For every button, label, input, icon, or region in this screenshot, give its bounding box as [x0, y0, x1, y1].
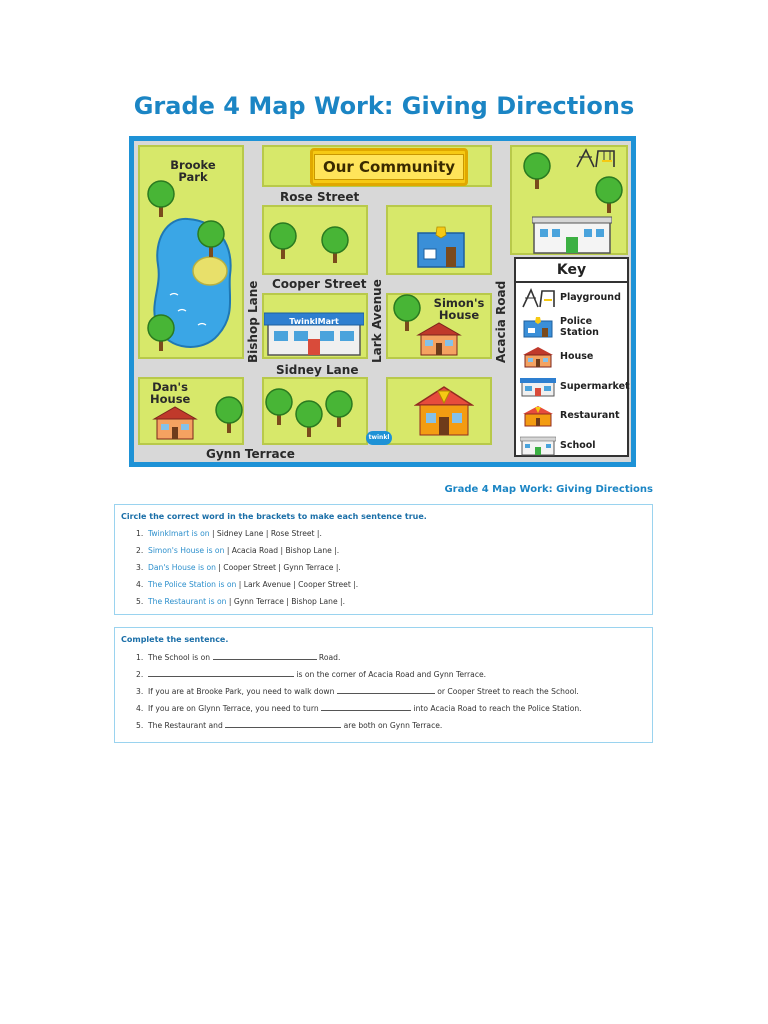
- bishop-lane-label: Bishop Lane: [246, 280, 260, 363]
- tree-icon: [146, 313, 176, 353]
- question-item: 1. The School is on Road.: [136, 653, 341, 662]
- our-community-title: Our Community: [314, 154, 464, 180]
- answer-blank[interactable]: [213, 652, 317, 660]
- key-label: School: [560, 439, 596, 451]
- question-options: | Cooper Street | Gynn Terrace |.: [215, 563, 341, 572]
- key-item-school: [516, 431, 627, 461]
- complete-sentence-section: [114, 627, 653, 743]
- community-map: [129, 136, 636, 467]
- question-item: 5. The Restaurant is on | Gynn Terrace | Bishop Lane |.: [136, 597, 346, 606]
- question-options: | Sidney Lane | Rose Street |.: [209, 529, 322, 538]
- question-item: 1. Twinklmart is on | Sidney Lane | Rose Street |.: [136, 529, 322, 538]
- tree-icon: [594, 175, 624, 215]
- question-prompt: Simon's House is on: [148, 546, 225, 555]
- dans-house-label: Dan's House: [150, 380, 191, 406]
- question-item: 4. The Police Station is on | Lark Avenue | Cooper Street |.: [136, 580, 359, 589]
- key-label: Police Station: [560, 316, 599, 339]
- school-icon: [532, 213, 612, 255]
- key-title: Key: [516, 259, 627, 283]
- key-label: House: [560, 351, 594, 363]
- page-title: Grade 4 Map Work: Giving Directions: [133, 92, 635, 120]
- playground-icon: [574, 147, 616, 169]
- house-icon: [152, 405, 198, 441]
- worksheet-subtitle: Grade 4 Map Work: Giving Directions: [444, 484, 653, 495]
- supermarket-sign: TwinklMart: [289, 317, 339, 326]
- tree-icon: [320, 225, 350, 265]
- section-heading: Complete the sentence.: [121, 635, 229, 644]
- key-label: Supermarket: [560, 380, 630, 392]
- question-item: 2. Simon's House is on | Acacia Road | Bishop Lane |.: [136, 546, 340, 555]
- supermarket-icon: [520, 375, 556, 397]
- tree-icon: [522, 151, 552, 191]
- lark-avenue-label: Lark Avenue: [370, 279, 384, 363]
- question-prompt: The Restaurant is on: [148, 597, 227, 606]
- key-item-police-station: [516, 313, 627, 343]
- house-icon: [520, 346, 556, 368]
- question-item: 4. If you are on Glynn Terrace, you need to turn into Acacia Road to reach the Police Station.: [136, 704, 582, 713]
- house-icon: [416, 321, 462, 357]
- restaurant-icon: [520, 405, 556, 427]
- tree-icon: [264, 387, 294, 427]
- question-options: | Gynn Terrace | Bishop Lane |.: [226, 597, 346, 606]
- question-options: | Lark Avenue | Cooper Street |.: [236, 580, 359, 589]
- gynn-terrace-label: Gynn Terrace: [206, 447, 295, 461]
- rose-street-label: Rose Street: [280, 190, 360, 204]
- tree-icon: [268, 221, 298, 261]
- circle-word-section: [114, 504, 653, 615]
- school-icon: [520, 434, 556, 456]
- question-prompt: The Police Station is on: [148, 580, 237, 589]
- question-item: 3. If you are at Brooke Park, you need to walk down or Cooper Street to reach the School.: [136, 687, 579, 696]
- map-key: [514, 257, 629, 457]
- tree-icon: [146, 179, 176, 219]
- question-item: 5. The Restaurant and are both on Gynn Terrace.: [136, 721, 443, 730]
- answer-blank[interactable]: [148, 669, 294, 677]
- question-prompt: Dan's House is on: [148, 563, 216, 572]
- question-item: 3. Dan's House is on | Cooper Street | Gynn Terrace |.: [136, 563, 341, 572]
- playground-icon: [520, 287, 556, 309]
- answer-blank[interactable]: [321, 703, 411, 711]
- key-item-playground: [516, 283, 627, 313]
- tree-icon: [324, 389, 354, 429]
- our-community-sign: [310, 148, 468, 186]
- police-station-icon: [416, 225, 466, 269]
- question-options: | Acacia Road | Bishop Lane |.: [224, 546, 340, 555]
- key-label: Playground: [560, 292, 621, 304]
- restaurant-icon: [414, 385, 474, 437]
- key-item-supermarket: [516, 372, 630, 402]
- cooper-street-label: Cooper Street: [272, 277, 367, 291]
- key-item-house: [516, 342, 627, 372]
- key-label: Restaurant: [560, 410, 620, 422]
- section-heading: Circle the correct word in the brackets to make each sentence true.: [121, 512, 427, 521]
- tree-icon: [294, 399, 324, 439]
- simons-house-label: Simon's House: [433, 296, 485, 322]
- acacia-road-label: Acacia Road: [494, 280, 508, 363]
- question-item: 2. is on the corner of Acacia Road and Gynn Terrace.: [136, 670, 487, 679]
- twinkl-logo: twinkl: [366, 431, 392, 445]
- tree-icon: [196, 219, 226, 259]
- sidney-lane-label: Sidney Lane: [276, 363, 359, 377]
- key-item-restaurant: [516, 401, 627, 431]
- question-prompt: Twinklmart is on: [148, 529, 210, 538]
- answer-blank[interactable]: [337, 686, 435, 694]
- answer-blank[interactable]: [225, 720, 341, 728]
- tree-icon: [214, 395, 244, 435]
- police-station-icon: [520, 316, 556, 338]
- map-canvas: [134, 141, 631, 462]
- brooke-park-label: Brooke Park: [170, 158, 216, 184]
